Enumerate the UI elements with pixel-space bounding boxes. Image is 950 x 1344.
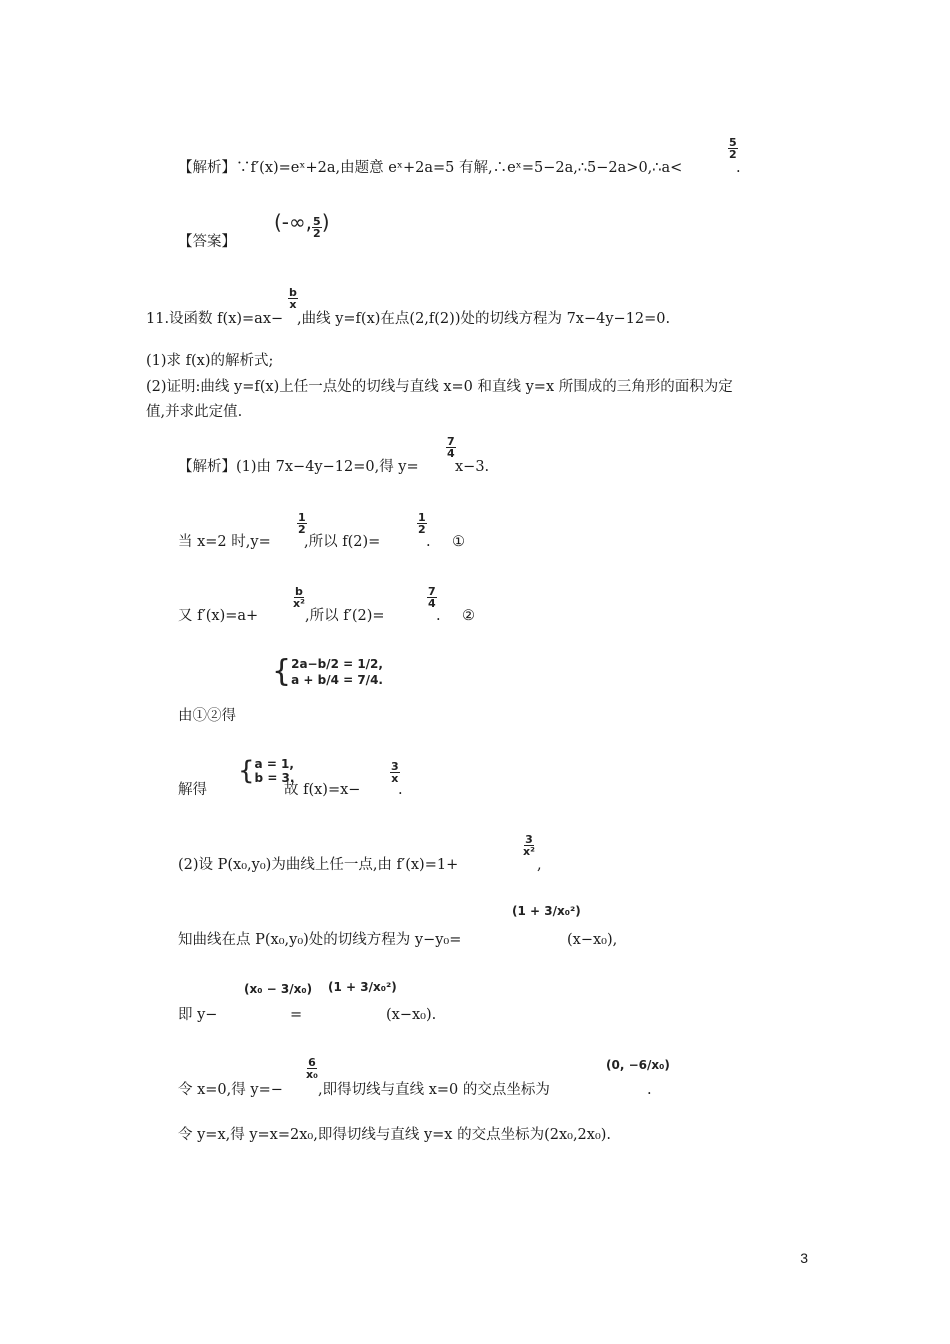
paren-left: (-∞, <box>274 210 313 234</box>
solution-step-9: 令 x=0,得 y=− <box>178 1082 283 1098</box>
page-number: 3 <box>800 1250 808 1266</box>
solution-step-10: 令 y=x,得 y=x=2x₀,即得切线与直线 y=x 的交点坐标为(2x₀,2x₀). <box>178 1127 612 1143</box>
solution-step-8: 即 y− <box>178 1007 218 1023</box>
answer-interval <box>274 212 330 239</box>
frac-num: 5 <box>729 136 737 149</box>
frac-num: 5 <box>313 215 321 228</box>
fraction-b-x <box>288 287 298 310</box>
system-eq-2: a + b/4 = 7/4. <box>291 673 383 687</box>
frac-num: 7 <box>428 585 436 598</box>
paren-right: ) <box>321 210 330 234</box>
frac-den: 2 <box>729 148 737 161</box>
equation-marker-2: ② <box>462 608 475 624</box>
frac-den: 4 <box>447 447 455 460</box>
math-expression: (x₀ − 3/x₀) <box>244 982 313 996</box>
fraction-3-x2 <box>523 834 535 857</box>
system-eq-1: 2a−b/2 = 1/2, <box>291 657 383 671</box>
brace-icon: { <box>238 756 255 786</box>
period: . <box>736 160 741 176</box>
question-part-1: (1)求 f(x)的解析式; <box>146 353 274 369</box>
period: . <box>398 782 403 798</box>
frac-den: 2 <box>313 227 321 240</box>
frac-den: x <box>391 772 399 785</box>
solution-step-5: 解得 <box>178 782 207 798</box>
frac-den: 2 <box>298 523 306 536</box>
frac-den: x₀ <box>306 1068 318 1081</box>
frac-num: 3 <box>525 833 533 846</box>
solution-step-7-end: (x−x₀), <box>567 932 618 948</box>
solution-eq-1: a = 1, <box>254 757 294 771</box>
math-expression: (0, −6/x₀) <box>606 1058 670 1072</box>
comma: , <box>537 857 542 873</box>
frac-den: x² <box>293 597 305 610</box>
frac-num: 7 <box>447 435 455 448</box>
equation-system <box>272 656 383 688</box>
frac-num: 1 <box>298 511 306 524</box>
fraction-7-4 <box>446 436 456 459</box>
equals-sign: = <box>290 1007 303 1023</box>
solution-step-8-end: (x−x₀). <box>386 1007 437 1023</box>
question-part-2-cont: 值,并求此定值. <box>146 404 243 420</box>
brace-icon: { <box>272 654 292 689</box>
fraction-b-x2 <box>293 586 305 609</box>
solution-step-5-mid: 故 f(x)=x− <box>284 782 361 798</box>
frac-num: 1 <box>418 511 426 524</box>
solution-step-3-mid: ,所以 f′(2)= <box>305 608 385 624</box>
answer-label: 【答案】 <box>178 234 236 250</box>
solution-step-6: (2)设 P(x₀,y₀)为曲线上任一点,由 f′(x)=1+ <box>178 857 459 873</box>
period: . <box>647 1082 652 1098</box>
math-expression: (1 + 3/x₀²) <box>512 904 581 918</box>
solution-step-7: 知曲线在点 P(x₀,y₀)处的切线方程为 y−y₀= <box>178 932 462 948</box>
frac-den: 2 <box>418 523 426 536</box>
solution-step-4: 由①②得 <box>178 708 236 724</box>
frac-num: 6 <box>308 1056 316 1069</box>
solution-step-2: 当 x=2 时,y= <box>178 534 271 550</box>
period: . <box>436 608 441 624</box>
frac-num: b <box>295 585 303 598</box>
frac-num: b <box>289 286 297 299</box>
period: . <box>426 534 431 550</box>
solution-step-1-end: x−3. <box>455 459 490 475</box>
solution-text: 【解析】∵f′(x)=eˣ+2a,由题意 eˣ+2a=5 有解,∴eˣ=5−2a,∴5−2a>0,∴a< <box>178 160 683 176</box>
solution-step-2-mid: ,所以 f(2)= <box>304 534 381 550</box>
frac-num: 3 <box>391 760 399 773</box>
question-11: 11.设函数 f(x)=ax− <box>146 311 284 327</box>
frac-den: x <box>289 298 297 311</box>
question-11-cont: ,曲线 y=f(x)在点(2,f(2))处的切线方程为 7x−4y−12=0. <box>297 311 671 327</box>
question-part-2: (2)证明:曲线 y=f(x)上任一点处的切线与直线 x=0 和直线 y=x 所围成的三角形的面积为定 <box>146 379 733 395</box>
equation-marker-1: ① <box>452 534 465 550</box>
fraction-6-x0 <box>306 1057 318 1080</box>
solution-step-1: 【解析】(1)由 7x−4y−12=0,得 y= <box>178 459 419 475</box>
fraction-5-2 <box>728 137 738 160</box>
solution-eq-2: b = 3. <box>254 771 295 785</box>
solution-line-1 <box>178 158 682 178</box>
math-expression: (1 + 3/x₀²) <box>328 980 397 994</box>
frac-den: x² <box>523 845 535 858</box>
solution-step-3: 又 f′(x)=a+ <box>178 608 259 624</box>
solution-step-9-mid: ,即得切线与直线 x=0 的交点坐标为 <box>318 1082 550 1098</box>
frac-den: 4 <box>428 597 436 610</box>
